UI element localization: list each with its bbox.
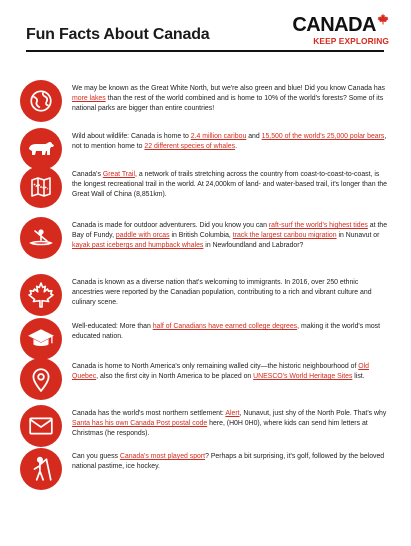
fact-text-segment: in Nunavut or: [336, 232, 380, 240]
fact-text: [72, 274, 390, 309]
fact-link[interactable]: Canada's most played sport: [119, 453, 206, 460]
fact-link[interactable]: track the largest caribou migration: [232, 232, 337, 240]
brand-logo: [292, 14, 389, 47]
fact-text: [72, 166, 390, 201]
kayak-icon: [20, 217, 62, 259]
brand-name: CANADA: [292, 14, 376, 36]
fact-text-segment: in British Columbia,: [169, 232, 233, 240]
polar-bear-icon: [20, 128, 62, 170]
fact-item: [20, 166, 390, 217]
fact-text: [72, 448, 390, 472]
fact-item: [20, 358, 390, 405]
fact-text-segment: Wild about wildlife: Canada is home to: [72, 133, 191, 140]
maple-leaf-logo-icon: [377, 12, 389, 30]
location-pin-icon: [20, 358, 62, 400]
fact-link[interactable]: Old Quebec: [72, 363, 370, 381]
fact-text-segment: Canada is made for outdoor adventurers. Did you know you can: [72, 222, 269, 229]
fact-link[interactable]: UNESCO's World Heritage Sites: [253, 373, 353, 381]
fact-link[interactable]: 22 different species of whales: [144, 143, 236, 151]
fact-text-segment: , also the first city in North America to be placed on: [96, 373, 254, 381]
fact-text-segment: Canada is known as a diverse nation that's welcoming to immigrants. In 2016, over 250 ethnic ancestries were reported by the Canadian population, contributing to a rich and vibrant culture and culinary scene.: [72, 279, 372, 307]
fact-text: [72, 128, 390, 152]
fact-text-segment: , not to mention home to: [72, 133, 387, 151]
fact-text-segment: in Newfoundland and Labrador?: [203, 242, 304, 250]
graduation-cap-icon: [20, 318, 62, 360]
fact-text-segment: Well-educated: More than: [72, 323, 153, 330]
brand-tagline: KEEP EXPLORING: [313, 36, 389, 46]
fact-text-segment: Can you guess: [72, 453, 120, 460]
fact-item: [20, 318, 390, 358]
fact-item: [20, 448, 390, 488]
fact-link[interactable]: kayak past icebergs and humpback whales: [72, 242, 204, 250]
fact-text-segment: Canada's: [72, 171, 103, 178]
fact-item: [20, 274, 390, 318]
fact-link[interactable]: Alert: [225, 410, 240, 417]
fact-text: [72, 405, 390, 440]
fact-text-segment: , making it the world's most educated nation.: [72, 323, 381, 341]
fact-text-segment: , Nunavut, just shy of the North Pole. That's why: [239, 410, 387, 417]
fact-link[interactable]: raft-surf the world's highest tides: [268, 222, 368, 229]
fact-link[interactable]: 15,500 of the world's 25,000 polar bears: [261, 133, 385, 140]
golfer-icon: [20, 448, 62, 490]
maple-leaf-icon: [20, 274, 62, 316]
fact-link[interactable]: half of Canadians have earned college degrees: [152, 323, 298, 330]
fact-text-segment: We may be known as the Great White North, but we're also green and blue! Did you know Canada has: [72, 85, 385, 92]
fact-link[interactable]: Santa has his own Canada Post postal code: [72, 420, 208, 428]
fact-link[interactable]: paddle with orcas: [115, 232, 170, 240]
fact-text-segment: here, (H0H 0H0), where kids can send him letters at Christmas (he responds).: [72, 420, 368, 438]
trail-map-icon: [20, 166, 62, 208]
fact-text-segment: than the rest of the world combined and is home to 10% of the world's forests? Some of its national parks are bigger than entire countries!: [72, 95, 384, 113]
fact-item: [20, 217, 390, 274]
fact-text-segment: .: [235, 143, 237, 151]
fact-text: [72, 217, 390, 252]
fact-text-segment: ? Perhaps a bit surprising, it's golf, followed by the beloved national pastime, ice hockey.: [72, 453, 385, 471]
fact-link[interactable]: Great Trail: [102, 171, 135, 178]
fact-item: [20, 80, 390, 128]
fact-text-segment: at the Bay of Fundy,: [72, 222, 388, 240]
fact-link[interactable]: 2.4 million caribou: [190, 133, 247, 140]
fact-text-segment: and: [246, 133, 262, 140]
fact-text: [72, 318, 390, 342]
fact-link[interactable]: more lakes: [72, 95, 106, 103]
fact-text: [72, 358, 390, 382]
fact-text-segment: Canada has the world's most northern settlement:: [72, 410, 226, 417]
globe-icon: [20, 80, 62, 122]
fact-item: [20, 128, 390, 166]
mail-icon: [20, 405, 62, 447]
fact-text-segment: Canada is home to North America's only remaining walled city—the historic neighbourhood of: [72, 363, 359, 370]
page-title: Fun Facts About Canada: [26, 26, 210, 43]
fact-text-segment: list.: [352, 373, 365, 381]
title-divider: [26, 50, 384, 52]
fact-item: [20, 405, 390, 448]
fact-text: [72, 80, 390, 115]
fact-text-segment: , a network of trails stretching across the country from coast-to-coast-to-coast, is the longest recreational trail in the world. At 24,000km of land- and water-based trail, it's longer than the Great Wall of China (8,851km).: [72, 171, 388, 199]
facts-list: [20, 80, 390, 488]
